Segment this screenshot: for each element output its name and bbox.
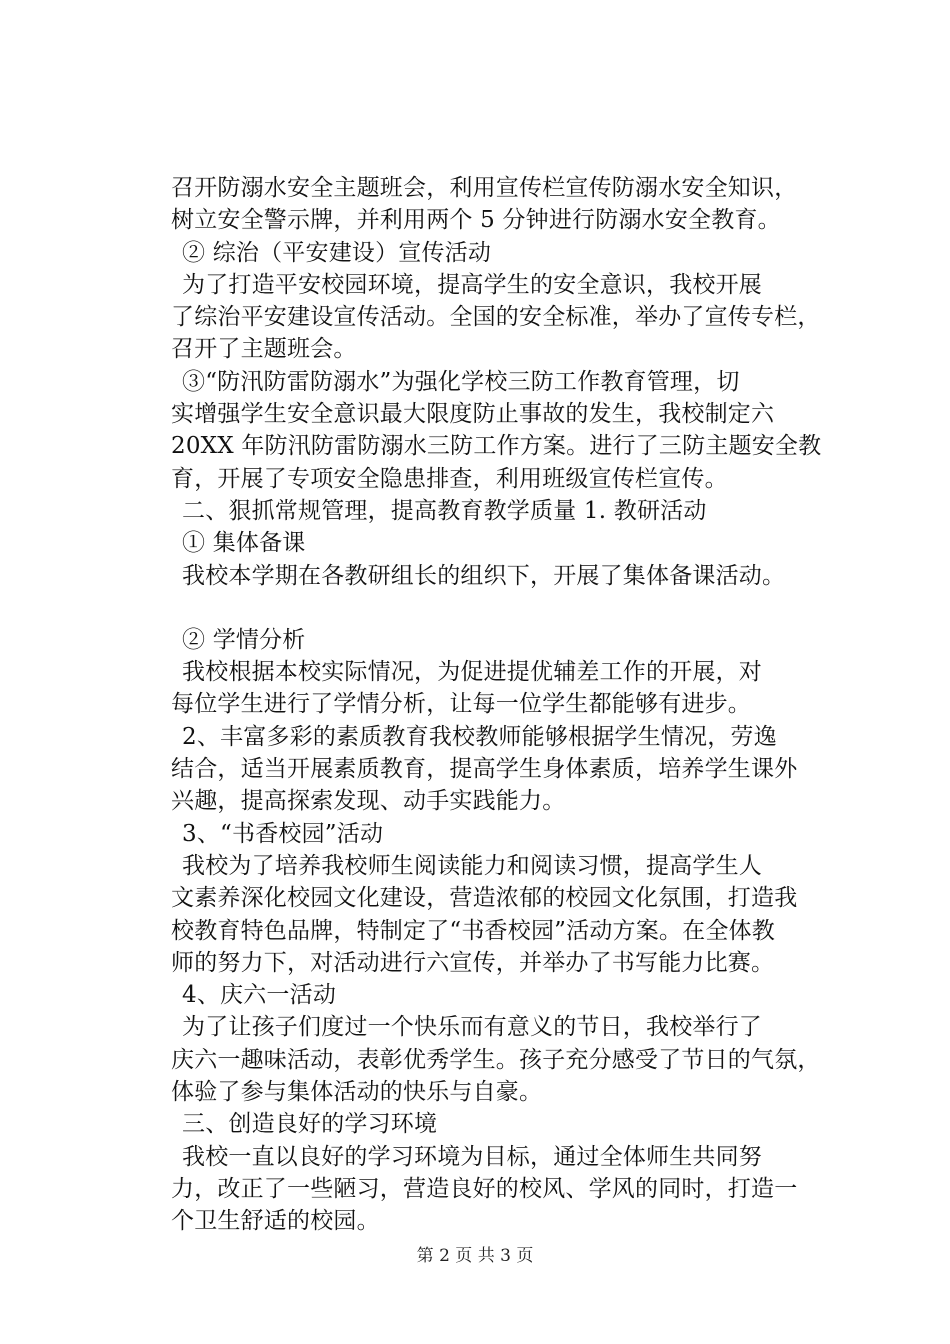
text-line: 召开了主题班会。 — [171, 336, 357, 363]
text-line: 为了让孩子们度过一个快乐而有意义的节日，我校举行了 — [182, 1014, 762, 1041]
section-heading: ② 综治（平安建设）宣传活动 — [182, 239, 492, 266]
page-number-footer: 第 2 页 共 3 页 — [416, 1246, 534, 1266]
text-line: 师的努力下，对活动进行六宣传，并举办了书写能力比赛。 — [171, 949, 775, 976]
text-line: 育，开展了专项安全隐患排查，利用班级宣传栏宣传。 — [171, 465, 728, 492]
text-line: 校教育特色品牌，特制定了“书香校园”活动方案。在全体教 — [171, 917, 775, 944]
section-heading: 2、丰富多彩的素质教育我校教师能够根据学生情况，劳逸 — [182, 723, 777, 750]
text-line: 庆六一趣味活动，表彰优秀学生。孩子充分感受了节日的气氛， — [171, 1046, 821, 1073]
text-line: 我校一直以良好的学习环境为目标，通过全体师生共同努 — [182, 1143, 762, 1170]
text-line: 每位学生进行了学情分析，让每一位学生都能够有进步。 — [171, 691, 751, 718]
text-line: 文素养深化校园文化建设，营造浓郁的校园文化氛围，打造我 — [171, 885, 798, 912]
text-line: 个卫生舒适的校园。 — [171, 1208, 380, 1235]
text-line: 20XX 年防汛防雷防溺水三防工作方案。进行了三防主题安全教 — [171, 433, 822, 460]
text-line: 结合，适当开展素质教育，提高学生身体素质，培养学生课外 — [171, 756, 798, 783]
section-heading: 3、“书香校园”活动 — [182, 820, 384, 847]
section-heading: ② 学情分析 — [182, 626, 306, 653]
text-line: 为了打造平安校园环境，提高学生的安全意识，我校开展 — [182, 271, 762, 298]
text-line: 了综治平安建设宣传活动。全国的安全标准，举办了宣传专栏， — [171, 304, 821, 331]
text-line: 实增强学生安全意识最大限度防止事故的发生，我校制定六 — [171, 401, 775, 428]
text-line: 我校为了培养我校师生阅读能力和阅读习惯，提高学生人 — [182, 852, 762, 879]
text-line: 体验了参与集体活动的快乐与自豪。 — [171, 1079, 543, 1106]
section-heading: ③“防汛防雷防溺水”为强化学校三防工作教育管理，切 — [182, 368, 740, 395]
text-line: 召开防溺水安全主题班会，利用宣传栏宣传防溺水安全知识， — [171, 175, 798, 201]
text-line: 树立安全警示牌，并利用两个 5 分钟进行防溺水安全教育。 — [171, 207, 781, 234]
document-body — [171, 172, 851, 1238]
section-heading: ① 集体备课 — [182, 530, 306, 557]
text-line: 我校根据本校实际情况，为促进提优辅差工作的开展，对 — [182, 659, 762, 686]
text-line: 我校本学期在各教研组长的组织下，开展了集体备课活动。 — [182, 562, 786, 589]
text-line: 兴趣，提高探索发现、动手实践能力。 — [171, 788, 566, 815]
section-heading: 4、庆六一活动 — [182, 982, 337, 1009]
text-line: 力，改正了一些陋习，营造良好的校风、学风的同时，打造一 — [171, 1175, 798, 1202]
section-heading: 二、狠抓常规管理，提高教育教学质量 1. 教研活动 — [182, 497, 707, 524]
section-heading: 三、创造良好的学习环境 — [182, 1111, 438, 1138]
